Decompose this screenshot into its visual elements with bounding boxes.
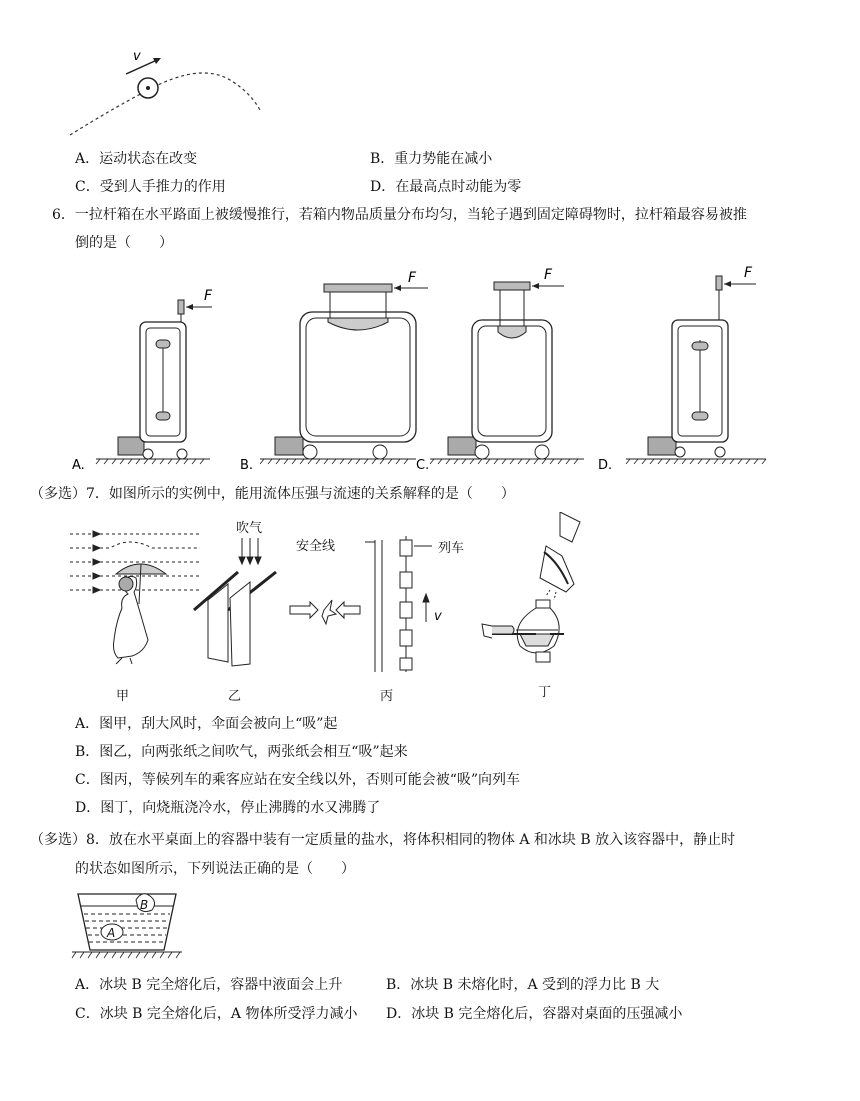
q8-option-c: C．冰块 B 完全熔化后，A 物体所受浮力减小	[75, 1006, 358, 1022]
q7-option-d: D．图丁，向烧瓶浇冷水，停止沸腾的水又沸腾了	[75, 800, 381, 816]
figure-ding	[482, 512, 580, 662]
suitcase-c	[416, 267, 584, 472]
q8-option-b: B．冰块 B 未熔化时，A 受到的浮力比 B 大	[386, 977, 660, 993]
figure-yi	[194, 521, 276, 666]
label-d: D.	[598, 458, 613, 472]
suitcase-a	[72, 288, 213, 472]
caption-yi: 乙	[228, 689, 242, 704]
q8-container-figure	[68, 888, 188, 966]
safety-line-label: 安全线	[296, 539, 336, 554]
q5-option-a: A．运动状态在改变	[75, 151, 198, 167]
label-b: B.	[240, 458, 254, 472]
q6-stem-line2: 倒的是（ ）	[75, 235, 173, 251]
force-label-c: F	[544, 267, 553, 283]
force-label-d: F	[744, 265, 753, 281]
suitcase-d	[598, 265, 766, 472]
q7-stem: （多选）7．如图所示的实例中，能用流体压强与流速的关系解释的是（ ）	[30, 486, 515, 502]
q7-option-c: C．图丙，等候列车的乘客应站在安全线以外，否则可能会被“吸”向列车	[75, 772, 521, 788]
caption-bing: 丙	[380, 689, 394, 704]
q8-option-a: A．冰块 B 完全熔化后，容器中液面会上升	[75, 977, 343, 993]
q6-stem-line1: 6．一拉杆箱在水平路面上被缓慢推行，若箱内物品质量分布均匀，当轮子遇到固定障碍物时，拉杆箱最容易被推	[52, 207, 747, 223]
q8-option-d: D．冰块 B 完全熔化后，容器对桌面的压强减小	[386, 1006, 683, 1022]
caption-ding: 丁	[538, 685, 552, 700]
force-label-a: F	[204, 288, 213, 304]
q6-suitcase-figures	[60, 262, 780, 472]
ice-b-label: B	[140, 898, 149, 912]
train-label: 列车	[438, 541, 465, 556]
suitcase-b	[240, 270, 428, 472]
q5-trajectory-figure	[60, 40, 270, 140]
q8-stem-line2: 的状态如图所示，下列说法正确的是（ ）	[75, 861, 355, 877]
q7-option-a: A．图甲，刮大风时，伞面会被向上“吸”起	[75, 716, 338, 732]
q7-option-b: B．图乙，向两张纸之间吹气，两张纸会相互“吸”起来	[75, 744, 408, 760]
q7-figures	[60, 512, 620, 707]
train-velocity-label: v	[434, 609, 442, 624]
caption-jia: 甲	[116, 689, 130, 704]
q5-option-d: D．在最高点时动能为零	[370, 179, 522, 195]
velocity-label: v	[133, 49, 141, 64]
figure-jia	[70, 531, 200, 664]
figure-bing	[290, 536, 464, 672]
q5-option-c: C．受到人手推力的作用	[75, 179, 226, 195]
blow-label: 吹气	[236, 521, 263, 536]
label-a: A.	[72, 458, 85, 472]
force-label-b: F	[408, 270, 417, 286]
q5-option-b: B．重力势能在减小	[370, 151, 493, 167]
label-c: C.	[416, 458, 430, 472]
q8-stem-line1: （多选）8．放在水平桌面上的容器中装有一定质量的盐水，将体积相同的物体 A 和冰块 B 放入该容器中，静止时	[30, 832, 736, 848]
object-a-label: A	[107, 926, 116, 940]
